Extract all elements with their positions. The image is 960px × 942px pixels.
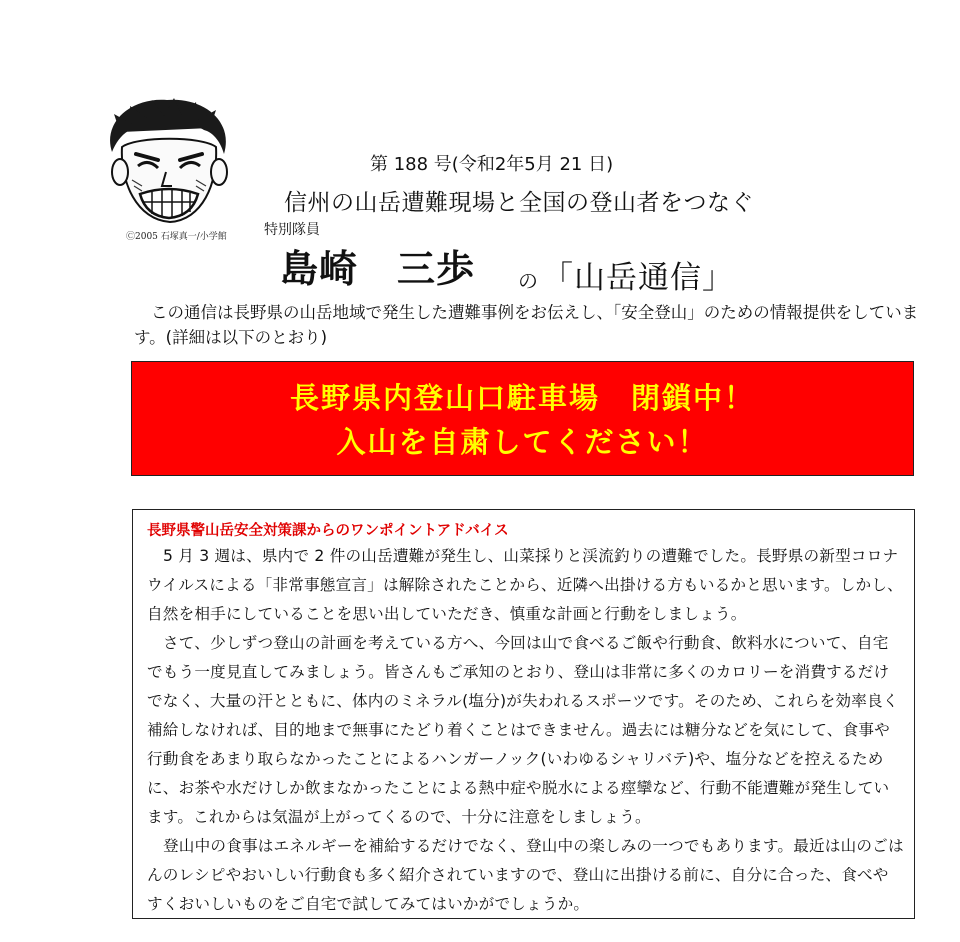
closure-banner xyxy=(131,361,914,476)
character-name: 島崎 三歩 xyxy=(280,247,476,291)
intro-text xyxy=(134,300,924,350)
newsletter-title xyxy=(518,252,734,297)
advice-paragraph-3: 登山中の食事はエネルギーを補給するだけでなく、登山中の楽しみの一つでもあります。最近は山のごはんのレシピやおいしい行動食も多く紹介されていますので、登山に出掛ける前に、自分に合った、食べやすくおいしいものをご自宅で試してみてはいかがでしょうか。 xyxy=(147,837,904,913)
advice-box xyxy=(132,509,915,919)
issue-number: 第 188 号(令和2年5月 21 日) xyxy=(370,154,614,175)
advice-paragraph-2: さて、少しずつ登山の計画を考えている方へ、今回は山で食べるご飯や行動食、飲料水について、自宅でもう一度見直してみましょう。皆さんもご承知のとおり、登山は非常に多くのカロリーを消費するだけでなく、大量の汗とともに、体内のミネラル(塩分)が失われるスポーツです。そのため、これらを効率良く補給しなければ、目的地まで無事にたどり着くことはできません。過去には糖分などを気にして、食事や行動食をあまり取らなかったことによるハンガーノック(いわゆるシャリバテ)や、塩分などを控えるために、お茶や水だけしか飲まなかったことによる熱中症や脱水による痙攣など、行動不能遭難が発生しています。これからは気温が上がってくるので、十分に注意をしましょう。 xyxy=(147,634,899,826)
title-main: 「山岳通信」 xyxy=(542,260,734,296)
banner-line-2: 入山を自粛してください！ xyxy=(336,425,709,459)
newsletter-tagline: 信州の山岳遭難現場と全国の登山者をつなぐ xyxy=(284,190,754,216)
advice-heading: 長野県警山岳安全対策課からのワンポイントアドバイス xyxy=(147,523,509,539)
intro-paragraph: この通信は長野県の山岳地域で発生した遭難事例をお伝えし、「安全登山」のための情報提供をしています。(詳細は以下のとおり) xyxy=(134,303,919,347)
copyright-notice: Ⓒ2005 石塚真一/小学館 xyxy=(126,232,227,242)
banner-line-1: 長野県内登山口駐車場 閉鎖中！ xyxy=(289,381,755,415)
member-title: 特別隊員 xyxy=(264,222,320,238)
title-particle: の xyxy=(518,269,538,293)
advice-paragraph-1: 5 月 3 週は、県内で 2 件の山岳遭難が発生し、山菜採りと渓流釣りの遭難でした。長野県の新型コロナウイルスによる「非常事態宣言」は解除されたことから、近隣へ出掛ける方もいるかと思います。しかし、自然を相手にしていることを思い出していただき、慎重な計画と行動をしましょう。 xyxy=(147,547,903,623)
character-portrait xyxy=(92,92,242,232)
